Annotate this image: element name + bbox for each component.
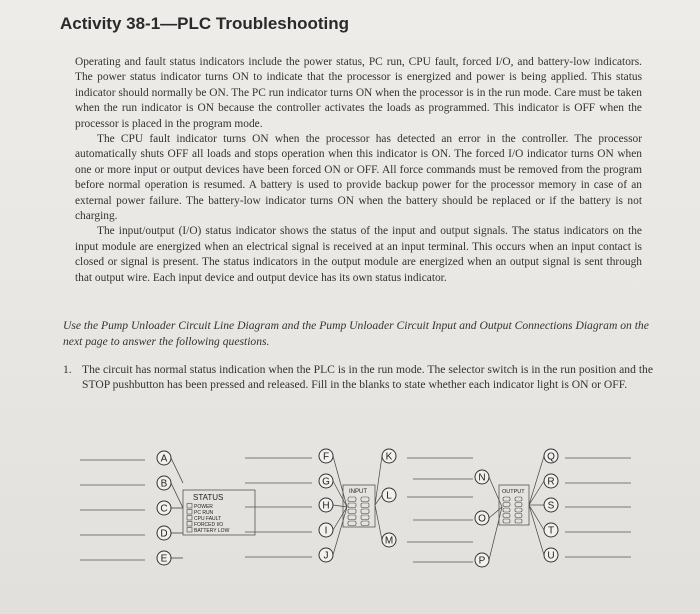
indicator-j bbox=[319, 548, 333, 562]
indicator-s bbox=[544, 498, 558, 512]
paragraph-2: The CPU fault indicator turns ON when the processor has detected an error in the controller. The processor automatically shuts OFF all loads and stops operation when this indicator is ON. The forced I/O indicator turns ON when one or more input or output devices have been forced ON or OFF. All force commands must be removed from the program before normal operation is resumed. A battery is used to provide backup power for the processor memory in case of an external power failure. The battery-low indicator turns ON when the battery should be replaced or if the battery is not charging. bbox=[75, 133, 642, 223]
letter-label: A bbox=[160, 453, 168, 465]
indicator-u bbox=[544, 548, 558, 562]
letter-label: T bbox=[547, 525, 555, 537]
status-item-label: POWER bbox=[194, 504, 213, 510]
indicator-o bbox=[475, 511, 489, 525]
indicator-k bbox=[382, 449, 396, 463]
status-indicator-diagram bbox=[75, 445, 645, 610]
status-led bbox=[187, 528, 192, 533]
indicator-i bbox=[319, 523, 333, 537]
page-title: Activity 38-1—PLC Troubleshooting bbox=[60, 14, 350, 33]
status-title: STATUS bbox=[193, 493, 224, 502]
letter-label: O bbox=[478, 513, 486, 525]
indicator-l bbox=[382, 488, 396, 502]
paragraph-3: The input/output (I/O) status indicator shows the status of the input and output signals. The status indicators on the input module are energized when an electrical signal is received at an input terminal. This occurs when an input contact is closed or signal is present. The status indicators in the output module are energized when an output signal is sent through that output wire. Each input device and output device has its own status indicator. bbox=[75, 225, 642, 284]
indicator-t bbox=[544, 523, 558, 537]
output-module-label: OUTPUT bbox=[502, 489, 525, 495]
letter-label: N bbox=[478, 472, 486, 484]
letter-label: I bbox=[324, 525, 328, 537]
status-led bbox=[187, 522, 192, 527]
indicator-q bbox=[544, 449, 558, 463]
input-module-label: INPUT bbox=[349, 489, 367, 495]
indicator-n bbox=[475, 470, 489, 484]
letter-label: C bbox=[160, 503, 168, 515]
letter-label: P bbox=[478, 555, 486, 567]
indicator-b bbox=[157, 476, 171, 490]
instructions: Use the Pump Unloader Circuit Line Diagram and the Pump Unloader Circuit Input and Output Connections Diagram on the next page to answer the following questions. bbox=[63, 319, 649, 348]
letter-label: E bbox=[160, 553, 168, 565]
letter-label: S bbox=[547, 500, 555, 512]
question-1 bbox=[63, 362, 653, 393]
status-led bbox=[187, 516, 192, 521]
indicator-c bbox=[157, 501, 171, 515]
question-number: 1. bbox=[63, 363, 72, 376]
indicator-h bbox=[319, 498, 333, 512]
indicator-f bbox=[319, 449, 333, 463]
letter-label: H bbox=[322, 500, 330, 512]
status-led bbox=[187, 504, 192, 509]
indicator-r bbox=[544, 474, 558, 488]
letter-label: U bbox=[547, 550, 555, 562]
letter-label: Q bbox=[547, 451, 555, 463]
indicator-a bbox=[157, 451, 171, 465]
letter-label: R bbox=[547, 476, 555, 488]
status-item-label: BATTERY LOW bbox=[194, 528, 230, 534]
status-item-label: FORCED I/O bbox=[194, 522, 224, 528]
letter-label: M bbox=[384, 535, 394, 547]
indicator-g bbox=[319, 474, 333, 488]
body-text bbox=[75, 55, 642, 286]
letter-label: L bbox=[386, 490, 392, 502]
status-led bbox=[187, 510, 192, 515]
letter-label: F bbox=[322, 451, 330, 463]
indicator-d bbox=[157, 526, 171, 540]
letter-label: J bbox=[323, 550, 329, 562]
letter-label: D bbox=[160, 528, 168, 540]
letter-label: B bbox=[160, 478, 168, 490]
letter-label: G bbox=[322, 476, 330, 488]
status-item-label: PC RUN bbox=[194, 510, 214, 516]
letter-label: K bbox=[385, 451, 393, 463]
status-item-label: CPU FAULT bbox=[194, 516, 222, 522]
indicator-e bbox=[157, 551, 171, 565]
indicator-m bbox=[382, 533, 396, 547]
paragraph-1: Operating and fault status indicators include the power status, PC run, CPU fault, forced I/O, and battery-low indicators. The power status indicator turns ON to indicate that the processor is energized and power is being applied. This status indicator should normally be ON. The PC run indicator turns ON when the processor is in the run mode. Care must be taken when the run indicator is ON because the controller activates the loads as programmed. This indicator is OFF when the processor is placed in the program mode. bbox=[75, 56, 642, 130]
question-text: The circuit has normal status indication when the PLC is in the run mode. The selector switch is in the run position and the STOP pushbutton has been pressed and released. Fill in the blanks to state whether each indicator light is ON or OFF. bbox=[82, 363, 653, 392]
indicator-p bbox=[475, 553, 489, 567]
